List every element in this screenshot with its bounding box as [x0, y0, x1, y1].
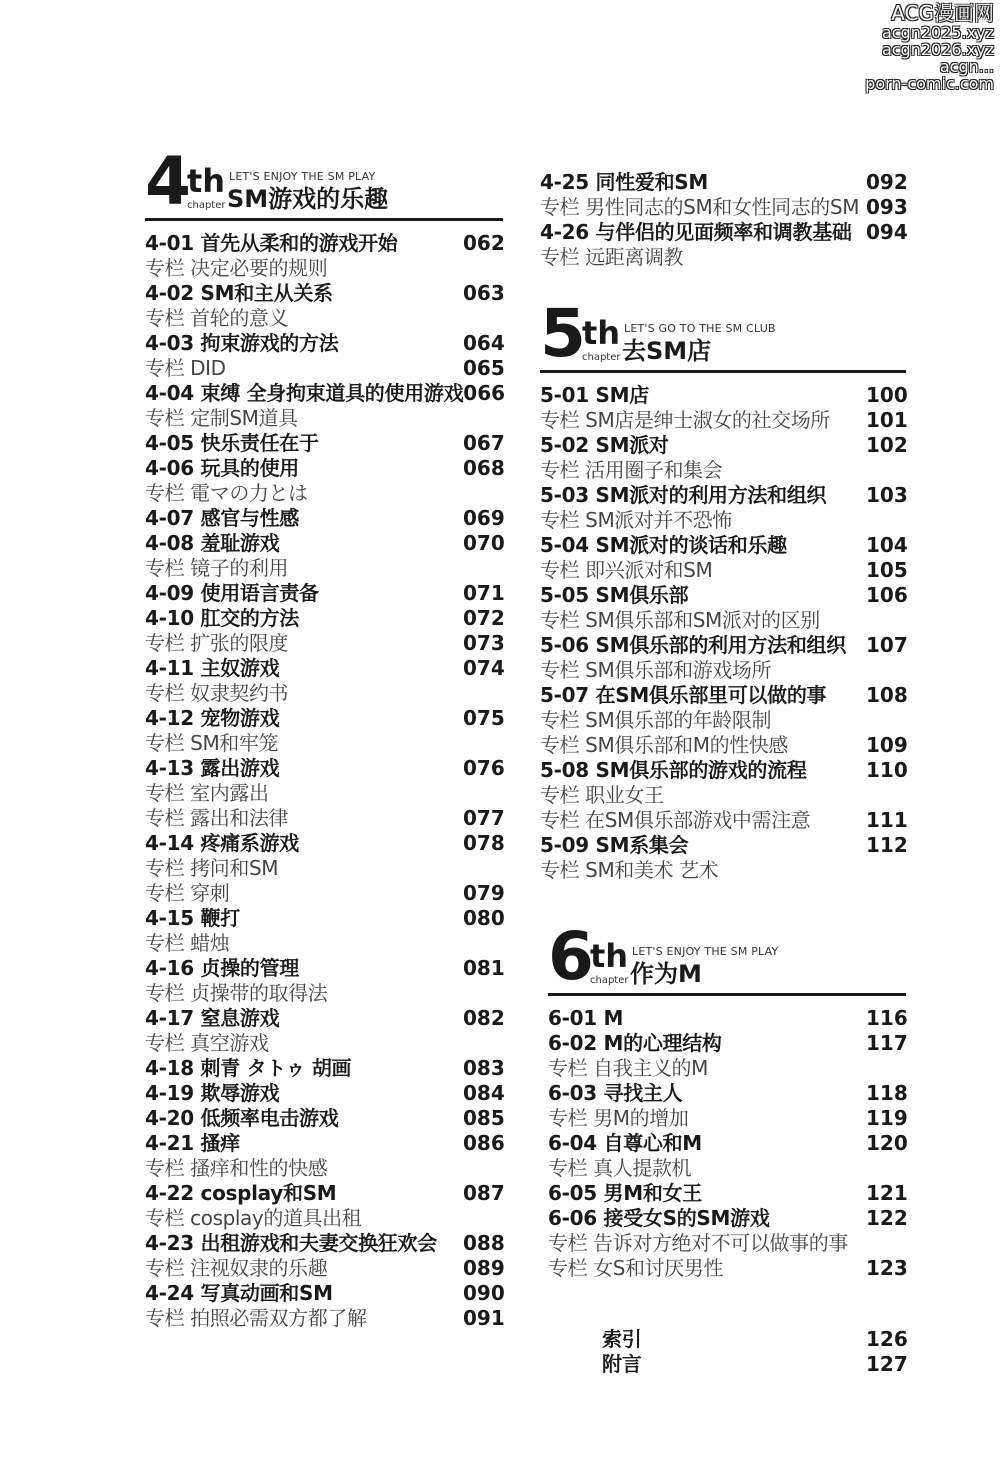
toc-entry — [145, 1006, 503, 1031]
entry-label: 4-10 肛交的方法 — [145, 606, 300, 630]
toc-entry — [145, 456, 503, 481]
entry-label: 5-04 SM派对的谈话和乐趣 — [540, 533, 787, 557]
entry-label: 6-02 M的心理结构 — [548, 1031, 722, 1055]
entry-label: 5-03 SM派对的利用方法和组织 — [540, 483, 827, 507]
toc-column-note — [145, 1306, 503, 1331]
entry-page-number: 101 — [866, 408, 908, 432]
entry-label: 6-05 男M和女王 — [548, 1181, 702, 1205]
entry-page-number: 111 — [866, 808, 908, 832]
toc-entry — [540, 633, 906, 658]
chapter-word: chapter — [590, 975, 629, 986]
entry-label: 5-06 SM俱乐部的利用方法和组织 — [540, 633, 846, 657]
toc-column-note — [540, 195, 906, 220]
toc-column-note — [145, 481, 503, 506]
toc-column-note — [540, 808, 906, 833]
entry-label: 专栏 男性同志的SM和女性同志的SM — [540, 195, 860, 219]
toc-entry — [548, 1031, 906, 1056]
entry-label: 4-19 欺辱游戏 — [145, 1081, 280, 1105]
toc-column-note — [540, 608, 906, 633]
toc-entry — [540, 683, 906, 708]
toc-entry — [145, 581, 503, 606]
entry-page-number: 072 — [463, 606, 505, 630]
entry-page-number: 087 — [463, 1181, 505, 1205]
entry-label: 专栏 真人提款机 — [548, 1156, 692, 1180]
entry-page-number: 088 — [463, 1231, 505, 1255]
entry-page-number: 119 — [866, 1106, 908, 1130]
entry-label: 专栏 SM俱乐部的年龄限制 — [540, 708, 772, 732]
entry-label: 4-17 窒息游戏 — [145, 1006, 280, 1030]
toc-column-left — [145, 143, 506, 1331]
entry-page-number: 065 — [463, 356, 505, 380]
toc-column-note — [145, 881, 503, 906]
entry-page-number: 084 — [463, 1081, 505, 1105]
toc-column-note — [145, 806, 503, 831]
entry-label: 4-09 使用语言责备 — [145, 581, 319, 605]
entry-page-number: 070 — [463, 531, 505, 555]
entry-page-number: 085 — [463, 1106, 505, 1130]
toc-column-note — [145, 856, 503, 881]
toc-column-note — [145, 931, 503, 956]
entry-page-number: 081 — [463, 956, 505, 980]
entry-label: 5-01 SM店 — [540, 383, 649, 407]
toc-column-note — [145, 781, 503, 806]
entry-label: 专栏 贞操带的取得法 — [145, 981, 328, 1005]
watermark-line: acgn2026.xyz — [881, 40, 994, 59]
toc-column-note — [145, 556, 503, 581]
chapter-title: 作为M — [630, 960, 702, 988]
entry-page-number: 121 — [866, 1181, 908, 1205]
entry-label: 4-02 SM和主从关系 — [145, 281, 333, 305]
entry-label: 专栏 注视奴隶的乐趣 — [145, 1256, 328, 1280]
entry-label: 专栏 活用圈子和集会 — [540, 458, 723, 482]
toc-column-note — [145, 256, 503, 281]
entry-label: 4-03 拘束游戏的方法 — [145, 331, 339, 355]
entry-page-number: 100 — [866, 383, 908, 407]
entry-page-number: 093 — [866, 195, 908, 219]
entry-page-number: 094 — [866, 220, 908, 244]
toc-entry — [145, 281, 503, 306]
toc-column-note — [145, 731, 503, 756]
entry-label: 6-06 接受女S的SM游戏 — [548, 1206, 770, 1230]
entry-label: 4-22 cosplay和SM — [145, 1181, 337, 1205]
toc-column-right — [540, 170, 906, 1377]
toc-entry — [145, 1081, 503, 1106]
toc-entry — [548, 1006, 906, 1031]
toc-entry — [145, 1181, 503, 1206]
entry-label: 4-24 写真动画和SM — [145, 1281, 333, 1305]
toc-entry — [548, 1206, 906, 1231]
entry-page-number: 102 — [866, 433, 908, 457]
entry-label: 专栏 职业女王 — [540, 783, 664, 807]
entry-page-number: 112 — [866, 833, 908, 857]
entry-page-number: 092 — [866, 170, 908, 194]
entry-page-number: 080 — [463, 906, 505, 930]
toc-column-note — [145, 1206, 503, 1231]
entry-label: 4-16 贞操的管理 — [145, 956, 300, 980]
entry-page-number: 106 — [866, 583, 908, 607]
entry-label: 专栏 拷问和SM — [145, 856, 279, 880]
toc-column-note — [145, 981, 503, 1006]
entry-page-number: 120 — [866, 1131, 908, 1155]
entry-label: 专栏 自我主义的M — [548, 1056, 709, 1080]
toc-column-note — [145, 1256, 503, 1281]
entry-label: 4-20 低频率电击游戏 — [145, 1106, 339, 1130]
entry-label: 专栏 SM和牢笼 — [145, 731, 279, 755]
entry-label: 5-05 SM俱乐部 — [540, 583, 689, 607]
chapter-word: chapter — [582, 352, 621, 363]
toc-entry — [548, 1131, 906, 1156]
watermark-line: ACG漫画网 — [891, 1, 994, 25]
toc-entry — [145, 331, 503, 356]
toc-column-note — [540, 508, 906, 533]
entry-label: 专栏 SM派对并不恐怖 — [540, 508, 732, 532]
toc-column-note — [548, 1156, 906, 1181]
entry-label: 4-25 同性爱和SM — [540, 170, 709, 194]
toc-entry — [145, 906, 503, 931]
entry-label: 4-07 感官与性感 — [145, 506, 300, 530]
entry-page-number: 075 — [463, 706, 505, 730]
entry-page-number: 089 — [463, 1256, 505, 1280]
entry-label: 专栏 SM俱乐部和游戏场所 — [540, 658, 772, 682]
toc-column-note — [540, 558, 906, 583]
entry-page-number: 123 — [866, 1256, 908, 1280]
entry-label: 专栏 在SM俱乐部游戏中需注意 — [540, 808, 811, 832]
entry-label: 专栏 远距离调教 — [540, 245, 684, 269]
entry-page-number: 077 — [463, 806, 505, 830]
entry-label: 附言 — [602, 1352, 642, 1376]
toc-entry — [145, 231, 503, 256]
toc-column-note — [540, 858, 906, 883]
toc-entry — [540, 833, 906, 858]
toc-entry — [540, 1327, 906, 1352]
entry-label: 4-12 宠物游戏 — [145, 706, 280, 730]
toc-column-note — [145, 681, 503, 706]
toc-entry — [145, 756, 503, 781]
toc-entry — [540, 433, 906, 458]
chapter-suffix: th — [590, 937, 629, 975]
entry-page-number: 069 — [463, 506, 505, 530]
entry-label: 4-18 刺青 タトゥ 胡画 — [145, 1056, 352, 1080]
toc-entry — [145, 1106, 503, 1131]
toc-column-note — [540, 245, 906, 270]
entry-label: 专栏 定制SM道具 — [145, 406, 298, 430]
entry-page-number: 079 — [463, 881, 505, 905]
entry-label: 4-26 与伴侣的见面频率和调教基础 — [540, 220, 852, 244]
entry-label: 4-04 束缚 全身拘束道具的使用游戏 — [145, 381, 464, 405]
toc-entry — [145, 956, 503, 981]
toc-entry — [145, 531, 503, 556]
chapter-5-entries — [540, 383, 906, 883]
toc-entry — [145, 606, 503, 631]
toc-entry — [540, 383, 906, 408]
entry-label: 专栏 扩张的限度 — [145, 631, 289, 655]
toc-entry — [145, 431, 503, 456]
entry-page-number: 083 — [463, 1056, 505, 1080]
entry-label: 专栏 電マの力とは — [145, 481, 308, 505]
chapter-6-entries — [548, 1006, 906, 1281]
watermark-line: acgn... — [939, 57, 994, 76]
entry-page-number: 074 — [463, 656, 505, 680]
chapter-suffix: th — [582, 314, 621, 352]
toc-column-note — [145, 356, 503, 381]
entry-label: 6-04 自尊心和M — [548, 1131, 702, 1155]
entry-label: 专栏 蜡烛 — [145, 931, 230, 955]
entry-page-number: 076 — [463, 756, 505, 780]
chapter-tagline: LET'S ENJOY THE SM PLAY — [632, 945, 779, 958]
toc-entry — [548, 1081, 906, 1106]
chapter-number: 5 — [540, 295, 583, 372]
watermark-line: porn-comic.com — [865, 74, 994, 93]
entry-label: 专栏 奴隶契约书 — [145, 681, 289, 705]
entry-page-number: 082 — [463, 1006, 505, 1030]
entry-label: 专栏 穿刺 — [145, 881, 230, 905]
entry-label: 专栏 拍照必需双方都了解 — [145, 1306, 367, 1330]
toc-entry — [145, 831, 503, 856]
chapter-word: chapter — [187, 200, 226, 211]
toc-entry — [540, 758, 906, 783]
chapter-4-entries-continued — [540, 170, 906, 270]
entry-label: 专栏 真空游戏 — [145, 1031, 269, 1055]
entry-page-number: 073 — [463, 631, 505, 655]
toc-entry — [540, 170, 906, 195]
toc-entry — [145, 656, 503, 681]
toc-column-note — [145, 1031, 503, 1056]
chapter-4-header — [145, 143, 503, 221]
chapter-5-header — [540, 295, 906, 373]
entry-page-number: 063 — [463, 281, 505, 305]
entry-label: 专栏 SM俱乐部和SM派对的区别 — [540, 608, 820, 632]
entry-page-number: 062 — [463, 231, 505, 255]
entry-label: 4-05 快乐责任在于 — [145, 431, 319, 455]
toc-entry — [145, 1131, 503, 1156]
entry-label: 5-08 SM俱乐部的游戏的流程 — [540, 758, 807, 782]
entry-label: 专栏 即兴派对和SM — [540, 558, 713, 582]
entry-label: 5-09 SM系集会 — [540, 833, 689, 857]
entry-label: 4-14 疼痛系游戏 — [145, 831, 300, 855]
chapter-4-entries — [145, 231, 506, 1331]
toc-entry — [540, 583, 906, 608]
entry-page-number: 107 — [866, 633, 908, 657]
entry-page-number: 091 — [463, 1306, 505, 1330]
toc-column-note — [145, 406, 503, 431]
entry-page-number: 116 — [866, 1006, 908, 1030]
entry-label: 6-03 寻找主人 — [548, 1081, 683, 1105]
toc-column-note — [548, 1056, 906, 1081]
watermark-line: acgn2025.xyz — [881, 23, 994, 42]
chapter-suffix: th — [187, 162, 226, 200]
entry-page-number: 103 — [866, 483, 908, 507]
entry-label: 4-21 搔痒 — [145, 1131, 240, 1155]
entry-label: 专栏 镜子的利用 — [145, 556, 289, 580]
chapter-tagline: LET'S GO TO THE SM CLUB — [624, 322, 776, 335]
entry-page-number: 110 — [866, 758, 908, 782]
site-watermark — [849, 2, 994, 92]
entry-label: 专栏 告诉对方绝对不可以做事的事 — [548, 1231, 848, 1255]
toc-entry — [540, 483, 906, 508]
toc-entry — [145, 706, 503, 731]
entry-label: 专栏 首轮的意义 — [145, 306, 289, 330]
entry-page-number: 105 — [866, 558, 908, 582]
chapter-number: 6 — [548, 918, 591, 995]
entry-label: 专栏 SM店是绅士淑女的社交场所 — [540, 408, 830, 432]
entry-page-number: 117 — [866, 1031, 908, 1055]
toc-column-note — [548, 1231, 906, 1256]
entry-page-number: 126 — [866, 1327, 908, 1351]
entry-label: 专栏 决定必要的规则 — [145, 256, 328, 280]
toc-column-note — [548, 1106, 906, 1131]
chapter-number: 4 — [145, 143, 188, 220]
entry-label: 5-02 SM派对 — [540, 433, 669, 457]
entry-label: 专栏 露出和法律 — [145, 806, 289, 830]
entry-page-number: 066 — [463, 381, 506, 405]
entry-label: 专栏 男M的增加 — [548, 1106, 689, 1130]
entry-page-number: 118 — [866, 1081, 908, 1105]
toc-column-note — [145, 306, 503, 331]
toc-entry — [145, 381, 506, 406]
entry-label: 4-23 出租游戏和夫妻交换狂欢会 — [145, 1231, 437, 1255]
entry-page-number: 104 — [866, 533, 908, 557]
chapter-tagline: LET'S ENJOY THE SM PLAY — [229, 170, 376, 183]
entry-label: 专栏 搔痒和性的快感 — [145, 1156, 328, 1180]
chapter-title: SM游戏的乐趣 — [227, 185, 389, 213]
toc-entry — [548, 1181, 906, 1206]
entry-label: 专栏 室内露出 — [145, 781, 269, 805]
entry-page-number: 068 — [463, 456, 505, 480]
toc-entry — [145, 1281, 503, 1306]
entry-label: 4-13 露出游戏 — [145, 756, 280, 780]
entry-page-number: 108 — [866, 683, 908, 707]
entry-label: 专栏 DID — [145, 356, 226, 380]
toc-column-note — [540, 783, 906, 808]
entry-label: 5-07 在SM俱乐部里可以做的事 — [540, 683, 827, 707]
toc-entry — [540, 1352, 906, 1377]
chapter-6-header — [548, 918, 906, 996]
entry-page-number: 064 — [463, 331, 505, 355]
toc-column-note — [548, 1256, 906, 1281]
entry-label: 4-08 羞耻游戏 — [145, 531, 280, 555]
entry-page-number: 109 — [866, 733, 908, 757]
entry-label: 专栏 女S和讨厌男性 — [548, 1256, 724, 1280]
entry-label: 6-01 M — [548, 1006, 624, 1030]
toc-column-note — [540, 458, 906, 483]
entry-page-number: 067 — [463, 431, 505, 455]
entry-label: 4-01 首先从柔和的游戏开始 — [145, 231, 398, 255]
toc-column-note — [540, 708, 906, 733]
entry-label: 专栏 cosplay的道具出租 — [145, 1206, 362, 1230]
toc-entry — [540, 533, 906, 558]
toc-column-note — [540, 658, 906, 683]
entry-label: 4-06 玩具的使用 — [145, 456, 300, 480]
toc-column-note — [145, 1156, 503, 1181]
entry-page-number: 078 — [463, 831, 505, 855]
chapter-title: 去SM店 — [622, 337, 712, 365]
appendix-entries — [540, 1327, 906, 1377]
entry-label: 专栏 SM和美术 艺术 — [540, 858, 719, 882]
toc-entry — [540, 220, 906, 245]
toc-column-note — [145, 631, 503, 656]
entry-label: 4-11 主奴游戏 — [145, 656, 280, 680]
toc-entry — [145, 1231, 503, 1256]
entry-page-number: 090 — [463, 1281, 505, 1305]
toc-column-note — [540, 408, 906, 433]
entry-page-number: 127 — [866, 1352, 908, 1376]
toc-entry — [145, 1056, 503, 1081]
entry-label: 4-15 鞭打 — [145, 906, 240, 930]
entry-page-number: 071 — [463, 581, 505, 605]
entry-label: 专栏 SM俱乐部和M的性快感 — [540, 733, 788, 757]
entry-label: 索引 — [602, 1327, 642, 1351]
entry-page-number: 122 — [866, 1206, 908, 1230]
toc-column-note — [540, 733, 906, 758]
entry-page-number: 086 — [463, 1131, 505, 1155]
toc-entry — [145, 506, 503, 531]
